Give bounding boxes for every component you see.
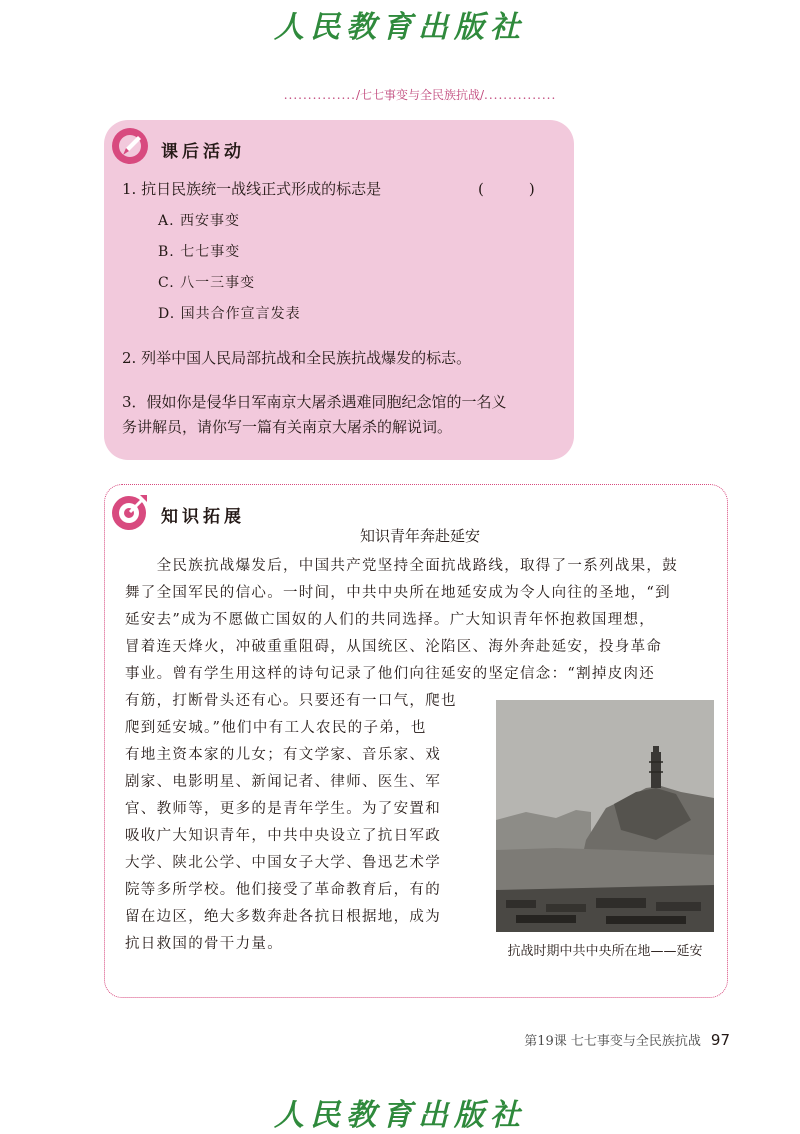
photo-caption: 抗战时期中共中央所在地——延安 (507, 944, 703, 959)
option-d: D. 国共合作宣言发表 (158, 306, 301, 322)
yanan-photo-illustration (496, 700, 714, 932)
body-line-4: 冒着连天烽火，冲破重重阻碍，从国统区、沦陷区、海外奔赴延安，投身革命 (125, 639, 663, 655)
target-arrow-icon (110, 492, 150, 532)
body-line-3: 延安去”成为不愿做亡国奴的人们的共同选择。广大知识青年怀抱救国理想， (125, 612, 656, 628)
publisher-watermark-bottom: 人民教育出版社 (274, 1098, 526, 1133)
question-1: 1. 抗日民族统一战线正式形成的标志是 (122, 180, 382, 198)
pencil-icon (110, 126, 150, 166)
option-a: A. 西安事变 (158, 213, 241, 229)
running-head-dots-right: ............... (484, 88, 557, 102)
page-footer (480, 1030, 730, 1049)
body-short-line-8: 留在边区，绝大多数奔赴各抗日根据地，成为 (125, 909, 441, 925)
yanan-photo (496, 700, 714, 932)
body-short-line-1: 爬到延安城。”他们中有工人农民的子弟，也 (125, 720, 427, 736)
body-line-2: 舞了全国军民的信心。一时间，中共中央所在地延安成为令人向往的圣地，“到 (125, 585, 671, 601)
body-short-line-6: 大学、陕北公学、中国女子大学、鲁迅艺术学 (125, 855, 441, 871)
running-head-text: /七七事变与全民族抗战/ (355, 88, 485, 102)
footer-lesson: 第19课 七七事变与全民族抗战 (524, 1034, 701, 1049)
question-3-line-2: 务讲解员，请你写一篇有关南京大屠杀的解说词。 (122, 418, 453, 436)
knowledge-title: 知识拓展 (161, 507, 245, 527)
publisher-watermark-top: 人民教育出版社 (274, 10, 526, 45)
running-head-dots-left: ............... (283, 88, 356, 102)
question-2: 2. 列举中国人民局部抗战和全民族抗战爆发的标志。 (122, 349, 472, 367)
body-line-1: 全民族抗战爆发后，中国共产党坚持全面抗战路线，取得了一系列战果，鼓 (125, 558, 678, 574)
question-1-blank: ( ) (478, 180, 535, 198)
page-number: 97 (710, 1031, 730, 1049)
body-short-line-5: 吸收广大知识青年，中共中央设立了抗日军政 (125, 828, 441, 844)
activity-title: 课后活动 (161, 142, 245, 162)
body-short-line-4: 官、教师等，更多的是青年学生。为了安置和 (125, 801, 441, 817)
body-short-line-7: 院等多所学校。他们接受了革命教育后，有的 (125, 882, 441, 898)
option-c: C. 八一三事变 (158, 275, 256, 291)
body-short-line-2: 有地主资本家的儿女；有文学家、音乐家、戏 (125, 747, 441, 763)
body-short-line-3: 剧家、电影明星、新闻记者、律师、医生、军 (125, 774, 441, 790)
question-3-line-1: 3．假如你是侵华日军南京大屠杀遇难同胞纪念馆的一名义 (122, 393, 507, 411)
body-line-5: 事业。曾有学生用这样的诗句记录了他们向往延安的坚定信念：“割掉皮肉还 (125, 666, 656, 682)
body-short-line-9: 抗日救国的骨干力量。 (125, 936, 283, 952)
knowledge-subtitle: 知识青年奔赴延安 (359, 527, 480, 545)
running-head (262, 86, 578, 103)
option-b: B. 七七事变 (158, 244, 241, 260)
body-line-6: 有筋，打断骨头还有心。只要还有一口气，爬也 (125, 693, 457, 709)
